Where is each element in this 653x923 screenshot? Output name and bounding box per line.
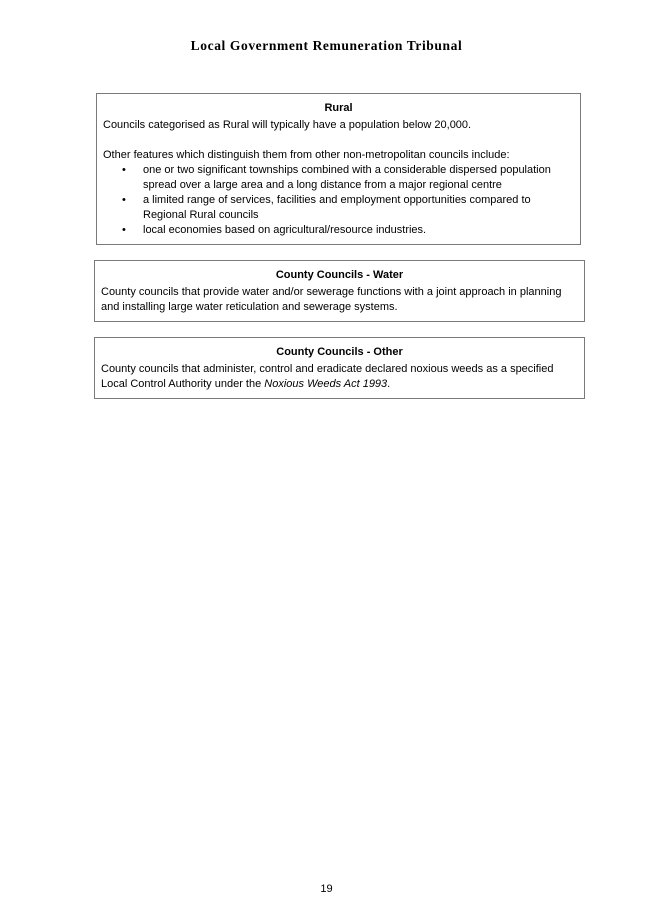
rural-box — [96, 93, 581, 245]
list-item-text: local economies based on agricultural/resource industries. — [143, 224, 427, 236]
list-item-text: one or two significant townships combined with a considerable dispersed population spread over a large area and a long distance from a major regional centre — [143, 164, 551, 191]
rural-feature-list — [103, 163, 574, 238]
rural-features-intro: Other features which distinguish them from other non-metropolitan councils include: — [103, 149, 510, 161]
rural-title: Rural — [324, 102, 353, 114]
bullet-icon: • — [122, 194, 126, 206]
rural-intro: Councils categorised as Rural will typically have a population below 20,000. — [103, 119, 472, 131]
act-name: Noxious Weeds Act 1993 — [264, 378, 388, 390]
page-header-title: Local Government Remuneration Tribunal — [190, 38, 463, 53]
county-water-title: County Councils - Water — [275, 269, 404, 281]
county-other-text-before: County councils that administer, control and eradicate declared noxious weeds as a specified Local Control Authority under the — [101, 363, 554, 390]
county-water-box — [94, 260, 585, 322]
paragraph-gap — [103, 133, 574, 148]
list-item — [103, 223, 574, 238]
county-other-title: County Councils - Other — [276, 346, 403, 358]
list-item — [103, 163, 574, 193]
list-item-text: a limited range of services, facilities and employment opportunities compared to Regional Rural councils — [143, 194, 531, 221]
page-number: 19 — [320, 883, 333, 895]
county-other-box — [94, 337, 585, 399]
list-item — [103, 193, 574, 223]
bullet-icon: • — [122, 224, 126, 236]
bullet-icon: • — [122, 164, 126, 176]
county-other-text — [101, 362, 578, 392]
county-other-text-after: . — [387, 378, 391, 390]
county-water-text: County councils that provide water and/or sewerage functions with a joint approach in planning and installing large water reticulation and sewerage systems. — [101, 286, 562, 313]
